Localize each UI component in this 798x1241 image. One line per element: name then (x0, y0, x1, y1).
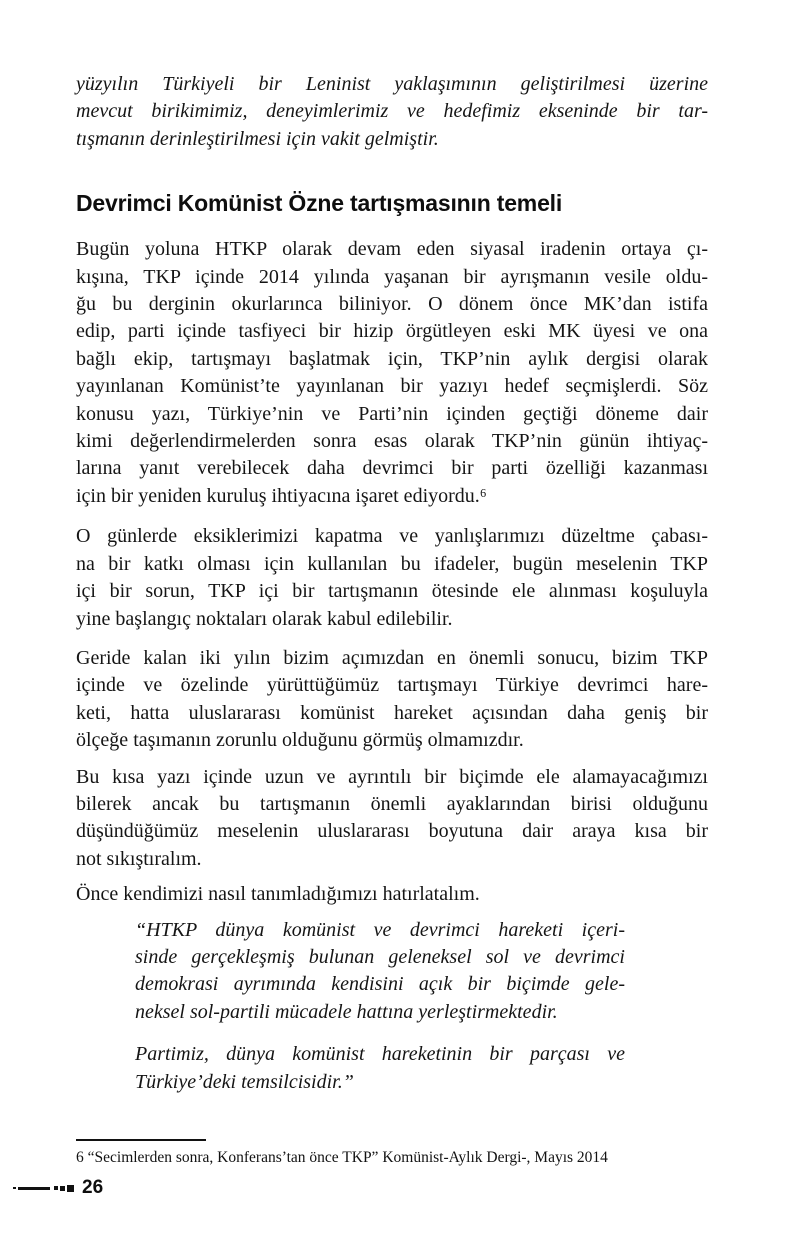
text-line: tışmanın derinleştirilmesi için vakit gelmiştir. (76, 127, 439, 150)
text-line: bağlı ekip, tartışmayı başlatmak için, TKP’nin aylık dergisi olarak (76, 347, 708, 370)
section-heading: Devrimci Komünist Özne tartışmasının temeli (76, 190, 563, 217)
text-line: Bugün yoluna HTKP olarak devam eden siyasal iradenin ortaya çı- (76, 238, 708, 261)
text-line: düşündüğümüz meselenin uluslararası boyutuna dair araya kısa bir (76, 820, 708, 843)
text-line: mevcut birikimimiz, deneyimlerimiz ve hedefimiz ekseninde bir tar- (76, 100, 708, 123)
footnote-separator (76, 1139, 206, 1141)
body-paragraph (76, 523, 708, 633)
text-line: O günlerde eksiklerimizi kapatma ve yanlışlarımızı düzeltme çabası- (76, 525, 708, 548)
footnote-text: “Secimlerden sonra, Konferans’tan önce TKP” Komünist-Aylık Dergi-, Mayıs 2014 (87, 1149, 608, 1166)
footer-ornament-square (60, 1186, 65, 1191)
text-line: larına yanıt verebilecek daha devrimci bir parti özelliği kazanması (76, 457, 708, 480)
footer-ornament-dot (13, 1187, 16, 1189)
text-line: edip, parti içinde tasfiyeci bir hizip örgütleyen eski MK üyesi ve ona (76, 320, 708, 343)
text-line: içi bir sorun, TKP içi bir tartışmanın ötesinde ele alınması koşuluyla (76, 580, 708, 603)
footnote-marker: 6 (76, 1149, 84, 1166)
block-quote (135, 917, 625, 1096)
text-line: Türkiye’deki temsilcisidir.” (135, 1070, 354, 1093)
text-line: kimi değerlendirmelerden sonra esas olarak TKP’nin günün ihtiyaç- (76, 430, 708, 453)
text-line: bilerek ancak bu tartışmanın önemli ayaklarından birisi olduğunu (76, 792, 708, 815)
text-line: konusu yazı, Türkiye’nin ve Parti’nin içinden geçtiği döneme dair (76, 402, 708, 425)
page-footer (0, 1177, 103, 1199)
intro-continuation-paragraph (76, 71, 708, 153)
text-line: “HTKP dünya komünist ve devrimci hareketi içeri- (135, 918, 625, 941)
body-paragraph (76, 881, 708, 908)
footnote (76, 1147, 736, 1168)
text-line: Önce kendimizi nasıl tanımladığımızı hatırlatalım. (76, 883, 480, 906)
page-content (76, 71, 708, 1096)
body-paragraph (76, 645, 708, 755)
text-line: yine başlangıç noktaları olarak kabul edilebilir. (76, 607, 453, 630)
page-number: 26 (82, 1177, 104, 1198)
text-line: neksel sol-partili mücadele hattına yerleştirmektedir. (135, 1000, 558, 1023)
footer-ornament-square (54, 1186, 58, 1190)
text-line: için bir yeniden kuruluş ihtiyacına işaret ediyordu.⁶ (76, 484, 487, 507)
footer-ornament-square (67, 1185, 74, 1192)
text-line: yayınlanan Komünist’te yayınlanan bir yazıyı hedef seçmişlerdi. Söz (76, 375, 708, 398)
body-paragraph (76, 236, 708, 510)
text-line: içinde ve özelinde yürüttüğümüz tartışmayı Türkiye devrimci hare- (76, 674, 708, 697)
footer-ornament-line (18, 1187, 50, 1190)
quote-paragraph (135, 917, 625, 1027)
text-line: Partimiz, dünya komünist hareketinin bir parçası ve (135, 1043, 625, 1066)
text-line: Geride kalan iki yılın bizim açımızdan en önemli sonucu, bizim TKP (76, 646, 708, 669)
text-line: ğu bu derginin okurlarınca biliniyor. O dönem önce MK’dan istifa (76, 293, 708, 316)
text-line: keti, hatta uluslararası komünist hareket açısından daha geniş bir (76, 701, 708, 724)
text-line: not sıkıştıralım. (76, 847, 202, 870)
body-paragraph (76, 764, 708, 874)
text-line: ölçeğe taşımanın zorunlu olduğunu görmüş olmamızdır. (76, 729, 524, 752)
text-line: na bir katkı olması için kullanılan bu ifadeler, bugün meselenin TKP (76, 552, 708, 575)
quote-paragraph (135, 1041, 625, 1096)
text-line: yüzyılın Türkiyeli bir Leninist yaklaşımının geliştirilmesi üzerine (76, 73, 708, 95)
text-line: kışına, TKP içinde 2014 yılında yaşanan bir ayrışmanın vesile oldu- (76, 265, 708, 288)
text-line: demokrasi ayrımında kendisini açık bir biçimde gele- (135, 973, 625, 996)
text-line: sinde gerçekleşmiş bulunan geleneksel sol ve devrimci (135, 945, 625, 968)
text-line: Bu kısa yazı içinde uzun ve ayrıntılı bir biçimde ele alamayacağımızı (76, 765, 708, 788)
